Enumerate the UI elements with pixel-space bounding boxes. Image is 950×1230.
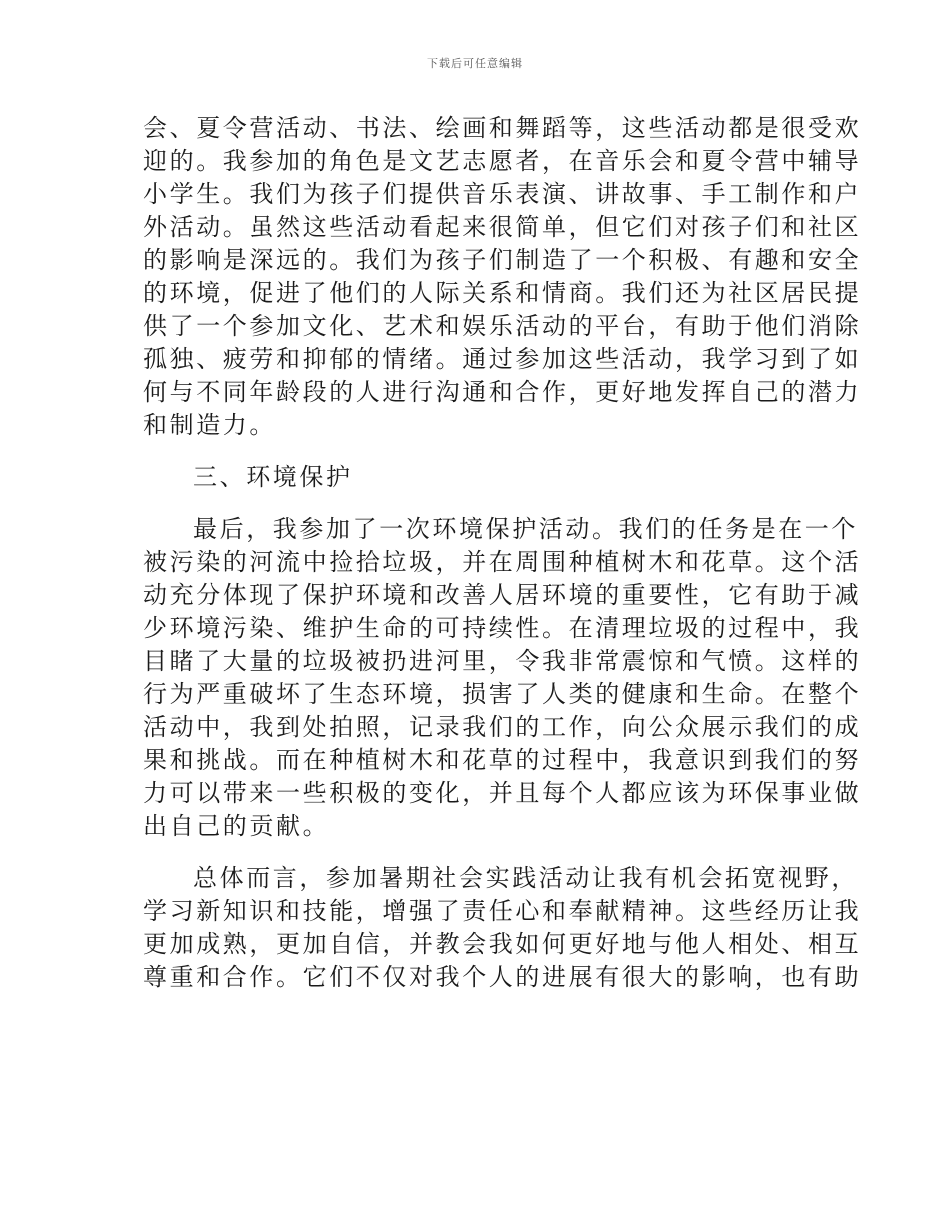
text-line: 动充分体现了保护环境和改善人居环境的重要性，它有助于减 — [143, 581, 862, 609]
text-line: 迎的。我参加的角色是文艺志愿者，在音乐会和夏令营中辅导 — [143, 147, 862, 175]
text-line: 更加成熟，更加自信，并教会我如何更好地与他人相处、相互 — [143, 930, 862, 958]
text-line: 孤独、疲劳和抑郁的情绪。通过参加这些活动，我学习到了如 — [143, 345, 862, 373]
section-heading-environment — [143, 461, 813, 494]
text-line: 的影响是深远的。我们为孩子们制造了一个积极、有趣和安全 — [143, 246, 862, 274]
text-line: 目睹了大量的垃圾被扔进河里，令我非常震惊和气愤。这样的 — [143, 647, 862, 675]
text-line: 的环境，促进了他们的人际关系和情商。我们还为社区居民提 — [143, 279, 862, 307]
text-line: 外活动。虽然这些活动看起来很简单，但它们对孩子们和社区 — [143, 213, 862, 241]
text-line: 小学生。我们为孩子们提供音乐表演、讲故事、手工制作和户 — [143, 180, 862, 208]
section-heading: 三、环境保护 — [193, 463, 353, 491]
text-line: 学习新知识和技能，增强了责任心和奉献精神。这些经历让我 — [143, 897, 862, 925]
text-line: 力可以带来一些积极的变化，并且每个人都应该为环保事业做 — [143, 779, 862, 807]
text-line: 总体而言，参加暑期社会实践活动让我有机会拓宽视野， — [193, 864, 858, 892]
text-line: 和制造力。 — [143, 411, 276, 439]
text-line: 尊重和合作。它们不仅对我个人的进展有很大的影响，也有助 — [143, 963, 862, 991]
page-header: 下载后可任意编辑 — [427, 57, 523, 70]
text-line: 被污染的河流中捡拾垃圾，并在周围种植树木和花草。这个活 — [143, 548, 862, 576]
text-line: 果和挑战。而在种植树木和花草的过程中，我意识到我们的努 — [143, 746, 862, 774]
text-line: 出自己的贡献。 — [143, 812, 330, 840]
text-line: 行为严重破坏了生态环境，损害了人类的健康和生命。在整个 — [143, 680, 862, 708]
text-line: 何与不同年龄段的人进行沟通和合作，更好地发挥自己的潜力 — [143, 378, 862, 406]
document-body — [143, 112, 862, 994]
text-line: 活动中，我到处拍照，记录我们的工作，向公众展示我们的成 — [143, 713, 862, 741]
paragraph-summary — [143, 862, 862, 994]
paragraph-environment — [143, 513, 862, 843]
text-line: 会、夏令营活动、书法、绘画和舞蹈等，这些活动都是很受欢 — [143, 114, 862, 142]
paragraph-community-activities — [143, 112, 862, 442]
text-line: 供了一个参加文化、艺术和娱乐活动的平台，有助于他们消除 — [143, 312, 862, 340]
text-line: 少环境污染、维护生命的可持续性。在清理垃圾的过程中，我 — [143, 614, 862, 642]
text-line: 最后，我参加了一次环境保护活动。我们的任务是在一个 — [193, 515, 858, 543]
